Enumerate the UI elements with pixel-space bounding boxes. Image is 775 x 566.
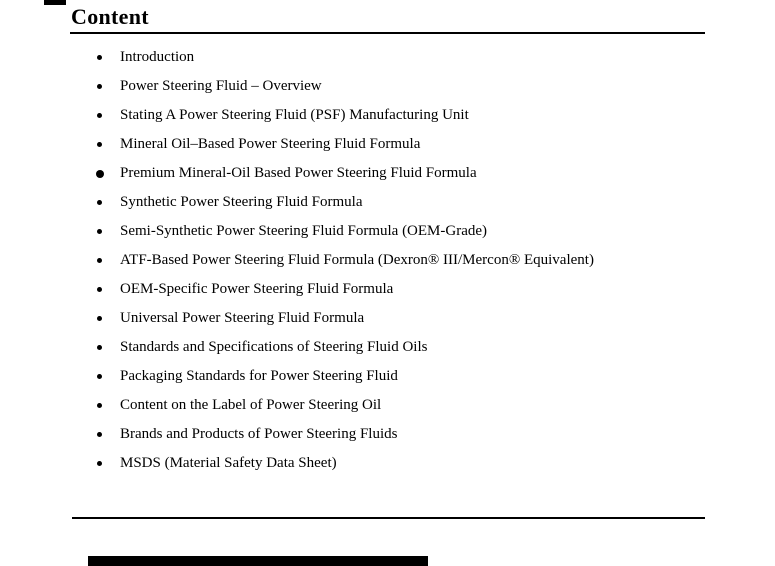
list-item	[97, 369, 594, 384]
list-item	[97, 166, 594, 181]
list-item	[97, 50, 594, 65]
list-item	[97, 427, 594, 442]
bullet-icon	[97, 84, 102, 89]
bullet-icon	[97, 403, 102, 408]
title-underline	[70, 32, 705, 34]
list-item	[97, 456, 594, 471]
list-item-label: Semi-Synthetic Power Steering Fluid Formula (OEM-Grade)	[120, 223, 488, 239]
footer-rule	[72, 517, 705, 519]
list-item	[97, 398, 594, 413]
bullet-icon	[97, 316, 102, 321]
list-item-label: Power Steering Fluid – Overview	[120, 78, 322, 94]
list-item-label: Introduction	[120, 49, 195, 65]
bullet-icon	[97, 258, 102, 263]
list-item	[97, 108, 594, 123]
list-item	[97, 137, 594, 152]
bullet-icon	[97, 461, 102, 466]
scan-artifact-bottom	[88, 556, 428, 566]
list-item	[97, 195, 594, 210]
bullet-icon	[96, 170, 104, 178]
bullet-icon	[97, 229, 102, 234]
list-item-label: Synthetic Power Steering Fluid Formula	[120, 194, 363, 210]
list-item-label: Premium Mineral-Oil Based Power Steering Fluid Formula	[120, 165, 477, 181]
list-item-label: Packaging Standards for Power Steering Fluid	[120, 368, 398, 384]
content-list	[97, 50, 594, 485]
list-item-label: Content on the Label of Power Steering Oil	[120, 397, 382, 413]
list-item-label: Mineral Oil–Based Power Steering Fluid Formula	[120, 136, 421, 152]
list-item-label: MSDS (Material Safety Data Sheet)	[120, 455, 337, 471]
bullet-icon	[97, 200, 102, 205]
list-item	[97, 253, 594, 268]
scan-artifact-top	[44, 0, 66, 5]
bullet-icon	[97, 142, 102, 147]
list-item-label: OEM-Specific Power Steering Fluid Formula	[120, 281, 394, 297]
bullet-icon	[97, 432, 102, 437]
bullet-icon	[97, 113, 102, 118]
bullet-icon	[97, 287, 102, 292]
list-item	[97, 224, 594, 239]
bullet-icon	[97, 55, 102, 60]
list-item-label: Brands and Products of Power Steering Fluids	[120, 426, 398, 442]
list-item	[97, 282, 594, 297]
list-item-label: ATF-Based Power Steering Fluid Formula (Dexron® III/Mercon® Equivalent)	[120, 252, 594, 268]
list-item-label: Stating A Power Steering Fluid (PSF) Manufacturing Unit	[120, 107, 469, 123]
list-item	[97, 311, 594, 326]
list-item-label: Standards and Specifications of Steering Fluid Oils	[120, 339, 428, 355]
bullet-icon	[97, 374, 102, 379]
list-item-label: Universal Power Steering Fluid Formula	[120, 310, 365, 326]
list-item	[97, 79, 594, 94]
page-title: Content	[71, 4, 149, 29]
bullet-icon	[97, 345, 102, 350]
list-item	[97, 340, 594, 355]
